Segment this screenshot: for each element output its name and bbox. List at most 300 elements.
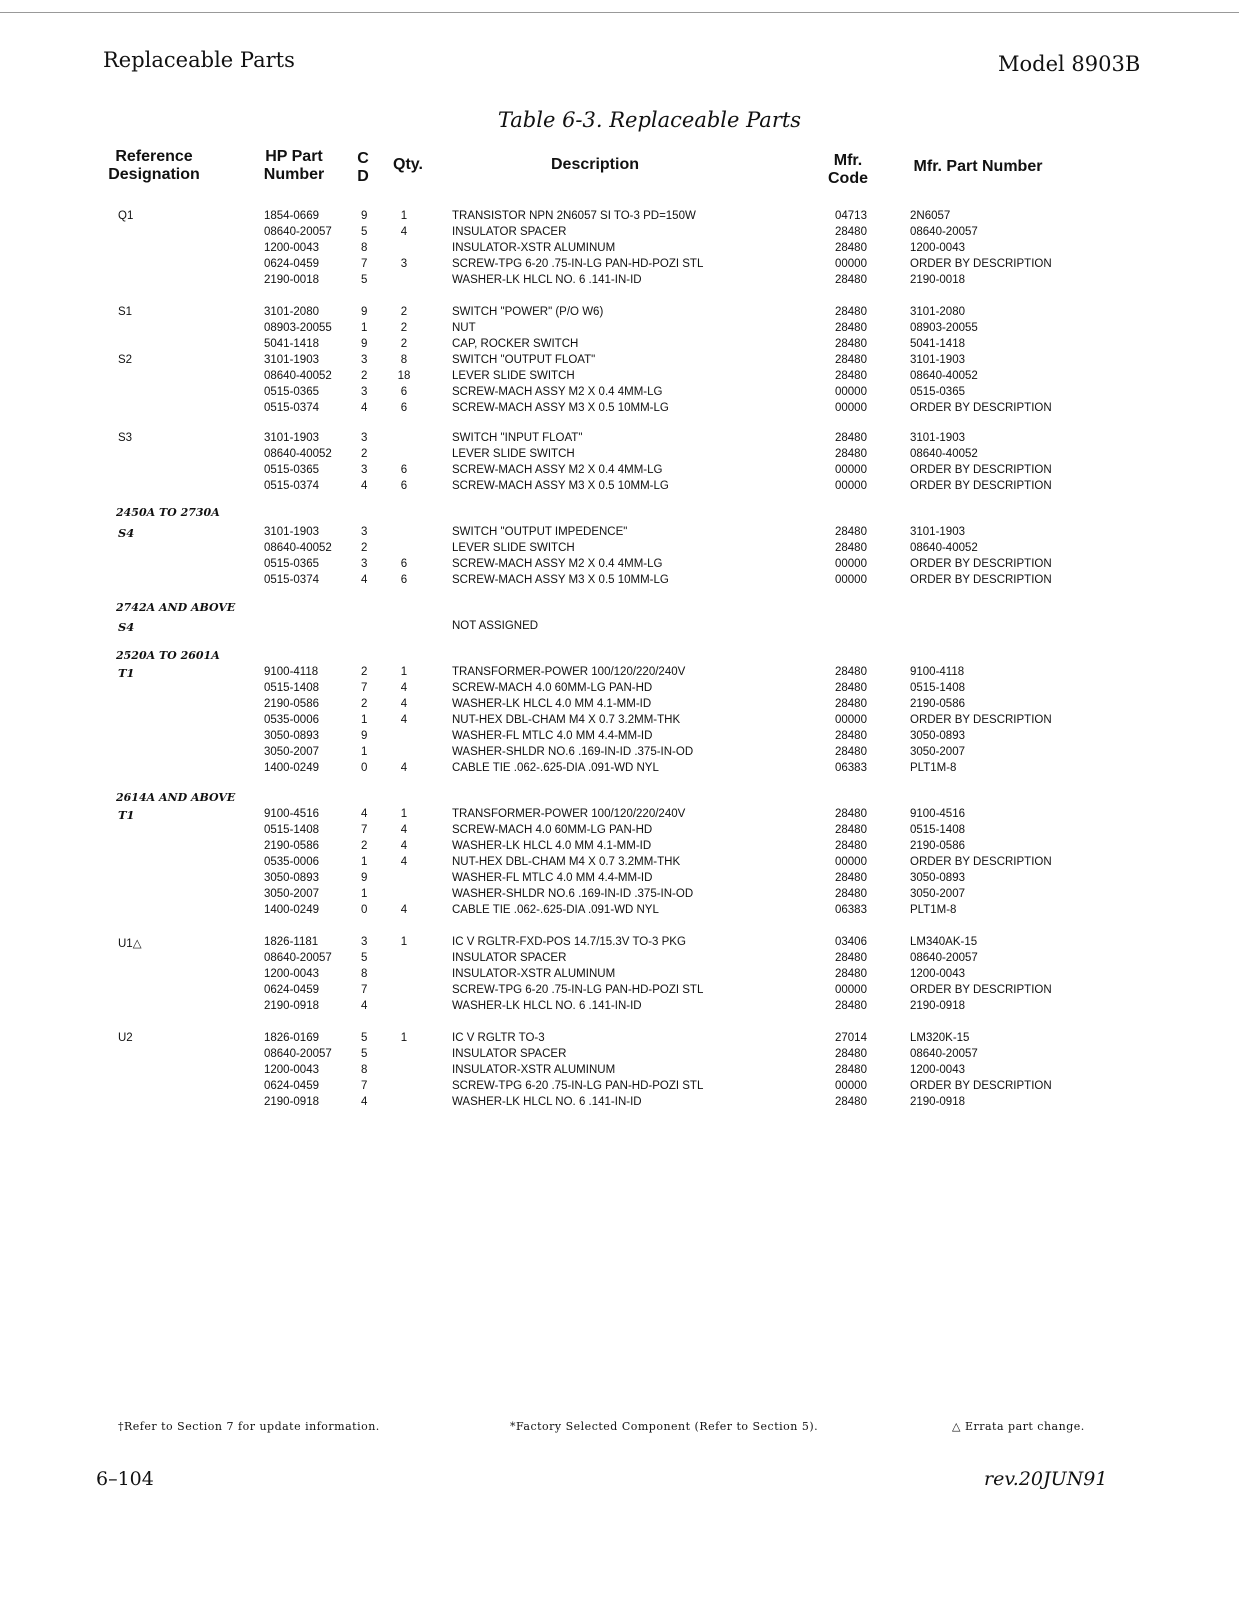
- cell-check-digit: 8: [361, 968, 368, 980]
- cell-mfr-part-number: 3050-0893: [910, 872, 965, 884]
- cell-description: SCREW-MACH ASSY M2 X 0.4 4MM-LG: [452, 464, 663, 476]
- cell-mfr-part-number: 08640-20057: [910, 226, 978, 238]
- cell-hp-part-number: 1854-0669: [264, 210, 319, 222]
- cell-mfr-code: 00000: [835, 1080, 867, 1092]
- cell-hp-part-number: 08640-40052: [264, 448, 332, 460]
- cell-mfr-part-number: ORDER BY DESCRIPTION: [910, 856, 1052, 868]
- cell-check-digit: 1: [361, 856, 368, 868]
- cell-check-digit: 4: [361, 1096, 368, 1108]
- group-label: 2520A TO 2601A: [116, 649, 220, 662]
- cell-hp-part-number: 1826-0169: [264, 1032, 319, 1044]
- cell-mfr-part-number: 0515-1408: [910, 824, 965, 836]
- cell-description: CABLE TIE .062-.625-DIA .091-WD NYL: [452, 904, 659, 916]
- cell-mfr-part-number: ORDER BY DESCRIPTION: [910, 480, 1052, 492]
- cell-hp-part-number: 0515-1408: [264, 682, 319, 694]
- cell-hp-part-number: 1826-1181: [264, 936, 319, 948]
- cell-check-digit: 2: [361, 698, 368, 710]
- table-row: [0, 1032, 1239, 1048]
- cell-description: SCREW-MACH ASSY M3 X 0.5 10MM-LG: [452, 574, 669, 586]
- cell-check-digit: 1: [361, 746, 368, 758]
- cell-ref-designation: S1: [118, 306, 133, 318]
- cell-mfr-part-number: 3050-0893: [910, 730, 965, 742]
- cell-check-digit: 5: [361, 1032, 368, 1044]
- group-label: 2742A AND ABOVE: [116, 601, 236, 614]
- cell-mfr-part-number: ORDER BY DESCRIPTION: [910, 574, 1052, 586]
- cell-check-digit: 7: [361, 258, 368, 270]
- cell-hp-part-number: 3050-0893: [264, 872, 319, 884]
- cell-mfr-part-number: 9100-4118: [910, 666, 965, 678]
- table-row: [0, 872, 1239, 888]
- cell-hp-part-number: 1400-0249: [264, 904, 319, 916]
- cell-description: WASHER-FL MTLC 4.0 MM 4.4-MM-ID: [452, 730, 653, 742]
- cell-ref-designation: T1: [118, 666, 135, 680]
- cell-description: INSULATOR SPACER: [452, 952, 567, 964]
- cell-mfr-code: 00000: [835, 714, 867, 726]
- cell-mfr-code: 28480: [835, 322, 867, 334]
- cell-hp-part-number: 9100-4118: [264, 666, 319, 678]
- table-row: [0, 448, 1239, 464]
- cell-check-digit: 5: [361, 952, 368, 964]
- table-row: [0, 258, 1239, 274]
- cell-mfr-code: 28480: [835, 448, 867, 460]
- cell-mfr-code: 28480: [835, 840, 867, 852]
- cell-mfr-part-number: 1200-0043: [910, 1064, 965, 1076]
- top-rule: [0, 12, 1239, 13]
- cell-ref-designation: S4: [118, 526, 135, 540]
- revision-date: rev.20JUN91: [984, 1468, 1108, 1490]
- table-row: [0, 526, 1239, 542]
- cell-mfr-part-number: ORDER BY DESCRIPTION: [910, 1080, 1052, 1092]
- cell-mfr-code: 03406: [835, 936, 867, 948]
- table-row: [0, 480, 1239, 496]
- cell-description: SCREW-TPG 6-20 .75-IN-LG PAN-HD-POZI STL: [452, 984, 704, 996]
- table-row: [0, 620, 1239, 636]
- cell-check-digit: 7: [361, 1080, 368, 1092]
- cell-mfr-part-number: 08640-20057: [910, 952, 978, 964]
- cell-check-digit: 3: [361, 936, 368, 948]
- cell-hp-part-number: 0535-0006: [264, 714, 319, 726]
- cell-description: SCREW-MACH ASSY M2 X 0.4 4MM-LG: [452, 386, 663, 398]
- cell-description: SWITCH "OUTPUT FLOAT": [452, 354, 596, 366]
- cell-check-digit: 5: [361, 1048, 368, 1060]
- table-row: [0, 464, 1239, 480]
- cell-check-digit: 3: [361, 558, 368, 570]
- cell-check-digit: 3: [361, 386, 368, 398]
- cell-mfr-part-number: 2190-0918: [910, 1000, 965, 1012]
- table-row: [0, 856, 1239, 872]
- cell-mfr-code: 00000: [835, 984, 867, 996]
- cell-quantity: 6: [400, 402, 408, 414]
- cell-quantity: 6: [400, 386, 408, 398]
- cell-hp-part-number: 0535-0006: [264, 856, 319, 868]
- cell-hp-part-number: 3101-2080: [264, 306, 319, 318]
- cell-mfr-code: 28480: [835, 226, 867, 238]
- cell-mfr-code: 00000: [835, 402, 867, 414]
- cell-description: INSULATOR SPACER: [452, 1048, 567, 1060]
- cell-quantity: 1: [400, 936, 408, 948]
- table-row: [0, 274, 1239, 290]
- cell-hp-part-number: 3050-2007: [264, 746, 319, 758]
- cell-mfr-code: 28480: [835, 666, 867, 678]
- cell-description: SCREW-MACH 4.0 60MM-LG PAN-HD: [452, 824, 653, 836]
- cell-check-digit: 9: [361, 210, 368, 222]
- cell-mfr-code: 28480: [835, 526, 867, 538]
- cell-description: IC V RGLTR TO-3: [452, 1032, 545, 1044]
- cell-ref-designation: S3: [118, 432, 133, 444]
- cell-quantity: 2: [400, 322, 408, 334]
- cell-check-digit: 1: [361, 888, 368, 900]
- table-row: [0, 306, 1239, 322]
- cell-mfr-part-number: PLT1M-8: [910, 904, 957, 916]
- cell-mfr-code: 04713: [835, 210, 867, 222]
- col-header-mfr-part-number: Mfr. Part Number: [913, 158, 1043, 175]
- cell-mfr-code: 28480: [835, 872, 867, 884]
- cell-description: SWITCH "INPUT FLOAT": [452, 432, 583, 444]
- cell-description: INSULATOR SPACER: [452, 226, 567, 238]
- cell-quantity: 2: [400, 338, 408, 350]
- cell-mfr-part-number: ORDER BY DESCRIPTION: [910, 258, 1052, 270]
- running-header-left: Replaceable Parts: [103, 48, 295, 72]
- table-row: [0, 338, 1239, 354]
- running-header-right: Model 8903B: [998, 52, 1141, 76]
- cell-hp-part-number: 0515-0374: [264, 402, 319, 414]
- cell-hp-part-number: 0624-0459: [264, 1080, 319, 1092]
- cell-mfr-code: 28480: [835, 968, 867, 980]
- cell-mfr-part-number: 0515-1408: [910, 682, 965, 694]
- cell-hp-part-number: 2190-0586: [264, 698, 319, 710]
- cell-description: IC V RGLTR-FXD-POS 14.7/15.3V TO-3 PKG: [452, 936, 686, 948]
- cell-description: INSULATOR-XSTR ALUMINUM: [452, 1064, 616, 1076]
- col-header-cd: [355, 150, 371, 186]
- cell-hp-part-number: 3050-0893: [264, 730, 319, 742]
- cell-check-digit: 7: [361, 984, 368, 996]
- table-row: [0, 698, 1239, 714]
- cell-hp-part-number: 08640-20057: [264, 1048, 332, 1060]
- cell-check-digit: 4: [361, 574, 368, 586]
- cell-check-digit: 7: [361, 824, 368, 836]
- cell-hp-part-number: 3101-1903: [264, 526, 319, 538]
- cell-quantity: 6: [400, 464, 408, 476]
- cell-quantity: 3: [400, 258, 408, 270]
- cell-check-digit: 1: [361, 322, 368, 334]
- cell-mfr-code: 06383: [835, 904, 867, 916]
- cell-mfr-part-number: 3101-1903: [910, 432, 965, 444]
- cell-mfr-code: 28480: [835, 698, 867, 710]
- cell-quantity: 1: [400, 1032, 408, 1044]
- cell-mfr-part-number: 3050-2007: [910, 746, 965, 758]
- cell-mfr-code: 00000: [835, 464, 867, 476]
- cell-mfr-code: 28480: [835, 338, 867, 350]
- cell-description: WASHER-LK HLCL NO. 6 .141-IN-ID: [452, 1000, 642, 1012]
- cell-mfr-part-number: 1200-0043: [910, 242, 965, 254]
- cell-description: TRANSFORMER-POWER 100/120/220/240V: [452, 808, 686, 820]
- cell-hp-part-number: 0624-0459: [264, 984, 319, 996]
- cell-hp-part-number: 0515-0365: [264, 558, 319, 570]
- cell-description: LEVER SLIDE SWITCH: [452, 542, 575, 554]
- table-row: [0, 984, 1239, 1000]
- cell-quantity: 1: [400, 666, 408, 678]
- cell-hp-part-number: 1200-0043: [264, 1064, 319, 1076]
- cell-check-digit: 9: [361, 306, 368, 318]
- cell-description: SWITCH "OUTPUT IMPEDENCE": [452, 526, 628, 538]
- cell-mfr-part-number: PLT1M-8: [910, 762, 957, 774]
- cell-description: SCREW-MACH ASSY M3 X 0.5 10MM-LG: [452, 480, 669, 492]
- footnote-factory-selected: *Factory Selected Component (Refer to Section 5).: [510, 1420, 819, 1433]
- cell-description: WASHER-LK HLCL 4.0 MM 4.1-MM-ID: [452, 698, 652, 710]
- cell-check-digit: 4: [361, 402, 368, 414]
- table-title: Table 6-3. Replaceable Parts: [497, 108, 802, 132]
- cell-description: INSULATOR-XSTR ALUMINUM: [452, 968, 616, 980]
- cell-hp-part-number: 08640-20057: [264, 952, 332, 964]
- table-row: [0, 370, 1239, 386]
- cell-description: WASHER-SHLDR NO.6 .169-IN-ID .375-IN-OD: [452, 746, 694, 758]
- cell-check-digit: 2: [361, 840, 368, 852]
- cell-mfr-code: 28480: [835, 824, 867, 836]
- cell-description: SCREW-MACH 4.0 60MM-LG PAN-HD: [452, 682, 653, 694]
- group-label: 2614A AND ABOVE: [116, 791, 236, 804]
- cell-quantity: 4: [400, 226, 408, 238]
- cell-mfr-code: 28480: [835, 746, 867, 758]
- group-label: 2450A TO 2730A: [116, 506, 220, 519]
- cell-quantity: 8: [400, 354, 408, 366]
- cell-mfr-code: 28480: [835, 1096, 867, 1108]
- cell-description: TRANSISTOR NPN 2N6057 SI TO-3 PD=150W: [452, 210, 696, 222]
- table-row: [0, 1000, 1239, 1016]
- cell-description: CAP, ROCKER SWITCH: [452, 338, 579, 350]
- cell-description: WASHER-LK HLCL NO. 6 .141-IN-ID: [452, 1096, 642, 1108]
- cell-mfr-part-number: 3101-1903: [910, 354, 965, 366]
- cell-hp-part-number: 2190-0918: [264, 1096, 319, 1108]
- cell-quantity: 1: [400, 808, 408, 820]
- cell-mfr-code: 28480: [835, 242, 867, 254]
- cell-hp-part-number: 0515-0374: [264, 480, 319, 492]
- cell-check-digit: 3: [361, 526, 368, 538]
- cell-mfr-code: 28480: [835, 1064, 867, 1076]
- cell-quantity: 6: [400, 480, 408, 492]
- cell-mfr-part-number: 1200-0043: [910, 968, 965, 980]
- table-row: [0, 226, 1239, 242]
- table-row: [0, 968, 1239, 984]
- cell-check-digit: 0: [361, 904, 368, 916]
- cell-mfr-part-number: 08640-40052: [910, 370, 978, 382]
- cell-description: SWITCH "POWER" (P/O W6): [452, 306, 604, 318]
- cell-hp-part-number: 1200-0043: [264, 968, 319, 980]
- col-header-hp-line2: Number: [263, 166, 325, 183]
- table-row: [0, 558, 1239, 574]
- cell-check-digit: 7: [361, 682, 368, 694]
- cell-hp-part-number: 3101-1903: [264, 432, 319, 444]
- cell-mfr-code: 28480: [835, 682, 867, 694]
- cell-quantity: 4: [400, 714, 408, 726]
- cell-description: NUT-HEX DBL-CHAM M4 X 0.7 3.2MM-THK: [452, 856, 681, 868]
- cell-mfr-code: 00000: [835, 386, 867, 398]
- cell-mfr-part-number: ORDER BY DESCRIPTION: [910, 464, 1052, 476]
- cell-check-digit: 1: [361, 714, 368, 726]
- cell-mfr-part-number: ORDER BY DESCRIPTION: [910, 984, 1052, 996]
- table-row: [0, 904, 1239, 920]
- table-row: [0, 936, 1239, 952]
- cell-mfr-code: 28480: [835, 432, 867, 444]
- cell-mfr-part-number: 5041-1418: [910, 338, 965, 350]
- col-header-description: Description: [550, 156, 639, 173]
- table-row: [0, 808, 1239, 824]
- cell-hp-part-number: 5041-1418: [264, 338, 319, 350]
- cell-mfr-part-number: 3050-2007: [910, 888, 965, 900]
- cell-ref-designation: S2: [118, 354, 133, 366]
- col-header-cd-line1: C: [357, 150, 369, 167]
- table-row: [0, 1064, 1239, 1080]
- cell-quantity: 4: [400, 856, 408, 868]
- table-row: [0, 542, 1239, 558]
- cell-quantity: 2: [400, 306, 408, 318]
- cell-check-digit: 9: [361, 730, 368, 742]
- cell-hp-part-number: 0515-0374: [264, 574, 319, 586]
- cell-check-digit: 2: [361, 448, 368, 460]
- cell-quantity: 1: [400, 210, 408, 222]
- cell-mfr-code: 28480: [835, 730, 867, 742]
- table-row: [0, 1080, 1239, 1096]
- col-header-hp-part-number: [258, 148, 330, 184]
- cell-check-digit: 4: [361, 808, 368, 820]
- cell-check-digit: 9: [361, 872, 368, 884]
- col-header-qty: Qty.: [393, 156, 423, 173]
- cell-check-digit: 4: [361, 1000, 368, 1012]
- cell-mfr-part-number: 3101-2080: [910, 306, 965, 318]
- cell-hp-part-number: 0624-0459: [264, 258, 319, 270]
- cell-description: SCREW-MACH ASSY M3 X 0.5 10MM-LG: [452, 402, 669, 414]
- cell-description: LEVER SLIDE SWITCH: [452, 448, 575, 460]
- cell-hp-part-number: 08640-20057: [264, 226, 332, 238]
- cell-hp-part-number: 1400-0249: [264, 762, 319, 774]
- col-header-reference-designation: [108, 148, 200, 184]
- cell-mfr-code: 28480: [835, 1000, 867, 1012]
- table-row: [0, 840, 1239, 856]
- cell-ref-designation: U1△: [118, 938, 142, 950]
- cell-check-digit: 8: [361, 242, 368, 254]
- cell-hp-part-number: 3101-1903: [264, 354, 319, 366]
- col-header-mfr-code: [826, 152, 870, 188]
- cell-description: NOT ASSIGNED: [452, 620, 539, 632]
- footnote-update-info: †Refer to Section 7 for update information.: [118, 1420, 380, 1433]
- cell-hp-part-number: 3050-2007: [264, 888, 319, 900]
- cell-mfr-part-number: 2190-0918: [910, 1096, 965, 1108]
- cell-ref-designation: S4: [118, 620, 135, 634]
- col-header-ref-line2: Designation: [108, 166, 200, 183]
- cell-check-digit: 2: [361, 666, 368, 678]
- footnote-errata: △ Errata part change.: [952, 1420, 1085, 1433]
- cell-quantity: 4: [400, 840, 408, 852]
- table-row: [0, 402, 1239, 418]
- cell-mfr-part-number: 2N6057: [910, 210, 951, 222]
- cell-quantity: 6: [400, 558, 408, 570]
- table-row: [0, 210, 1239, 226]
- cell-quantity: 18: [397, 370, 411, 382]
- cell-quantity: 4: [400, 762, 408, 774]
- cell-description: WASHER-FL MTLC 4.0 MM 4.4-MM-ID: [452, 872, 653, 884]
- table-row: [0, 666, 1239, 682]
- cell-check-digit: 9: [361, 338, 368, 350]
- cell-mfr-code: 28480: [835, 888, 867, 900]
- cell-quantity: 4: [400, 824, 408, 836]
- cell-mfr-code: 00000: [835, 480, 867, 492]
- cell-ref-designation: T1: [118, 808, 135, 822]
- cell-mfr-code: 28480: [835, 370, 867, 382]
- cell-mfr-code: 28480: [835, 542, 867, 554]
- cell-description: WASHER-SHLDR NO.6 .169-IN-ID .375-IN-OD: [452, 888, 694, 900]
- cell-mfr-part-number: 08640-40052: [910, 448, 978, 460]
- cell-hp-part-number: 0515-0365: [264, 464, 319, 476]
- cell-check-digit: 8: [361, 1064, 368, 1076]
- cell-hp-part-number: 1200-0043: [264, 242, 319, 254]
- cell-mfr-code: 28480: [835, 354, 867, 366]
- table-row: [0, 888, 1239, 904]
- col-header-mfr-line2: Code: [828, 170, 868, 187]
- cell-hp-part-number: 08640-40052: [264, 370, 332, 382]
- cell-hp-part-number: 9100-4516: [264, 808, 319, 820]
- cell-mfr-part-number: ORDER BY DESCRIPTION: [910, 558, 1052, 570]
- page-number: 6–104: [96, 1468, 154, 1490]
- table-row: [0, 322, 1239, 338]
- cell-ref-designation: Q1: [118, 210, 134, 222]
- cell-description: NUT: [452, 322, 476, 334]
- cell-hp-part-number: 2190-0018: [264, 274, 319, 286]
- cell-description: INSULATOR-XSTR ALUMINUM: [452, 242, 616, 254]
- col-header-hp-line1: HP Part: [265, 148, 323, 165]
- cell-mfr-code: 06383: [835, 762, 867, 774]
- cell-quantity: 4: [400, 698, 408, 710]
- col-header-mfr-line1: Mfr.: [833, 152, 863, 169]
- cell-quantity: 4: [400, 682, 408, 694]
- table-row: [0, 952, 1239, 968]
- cell-check-digit: 4: [361, 480, 368, 492]
- cell-description: SCREW-TPG 6-20 .75-IN-LG PAN-HD-POZI STL: [452, 258, 704, 270]
- cell-mfr-code: 28480: [835, 952, 867, 964]
- table-row: [0, 1048, 1239, 1064]
- cell-description: LEVER SLIDE SWITCH: [452, 370, 575, 382]
- cell-mfr-code: 27014: [835, 1032, 867, 1044]
- cell-check-digit: 5: [361, 274, 368, 286]
- cell-mfr-code: 00000: [835, 558, 867, 570]
- table-row: [0, 762, 1239, 778]
- cell-mfr-code: 28480: [835, 306, 867, 318]
- cell-hp-part-number: 2190-0586: [264, 840, 319, 852]
- col-header-cd-line2: D: [357, 168, 369, 185]
- col-header-ref-line1: Reference: [115, 148, 193, 165]
- cell-description: WASHER-LK HLCL 4.0 MM 4.1-MM-ID: [452, 840, 652, 852]
- table-row: [0, 1096, 1239, 1112]
- table-row: [0, 730, 1239, 746]
- cell-check-digit: 2: [361, 542, 368, 554]
- cell-quantity: 4: [400, 904, 408, 916]
- cell-description: TRANSFORMER-POWER 100/120/220/240V: [452, 666, 686, 678]
- table-row: [0, 746, 1239, 762]
- cell-mfr-part-number: LM320K-15: [910, 1032, 970, 1044]
- cell-hp-part-number: 2190-0918: [264, 1000, 319, 1012]
- cell-description: SCREW-MACH ASSY M2 X 0.4 4MM-LG: [452, 558, 663, 570]
- table-row: [0, 682, 1239, 698]
- cell-description: SCREW-TPG 6-20 .75-IN-LG PAN-HD-POZI STL: [452, 1080, 704, 1092]
- cell-check-digit: 2: [361, 370, 368, 382]
- cell-mfr-code: 00000: [835, 856, 867, 868]
- cell-check-digit: 3: [361, 354, 368, 366]
- cell-mfr-code: 28480: [835, 808, 867, 820]
- cell-mfr-code: 28480: [835, 274, 867, 286]
- cell-mfr-part-number: 9100-4516: [910, 808, 965, 820]
- cell-mfr-code: 28480: [835, 1048, 867, 1060]
- cell-check-digit: 0: [361, 762, 368, 774]
- cell-mfr-code: 00000: [835, 258, 867, 270]
- cell-mfr-part-number: 2190-0586: [910, 840, 965, 852]
